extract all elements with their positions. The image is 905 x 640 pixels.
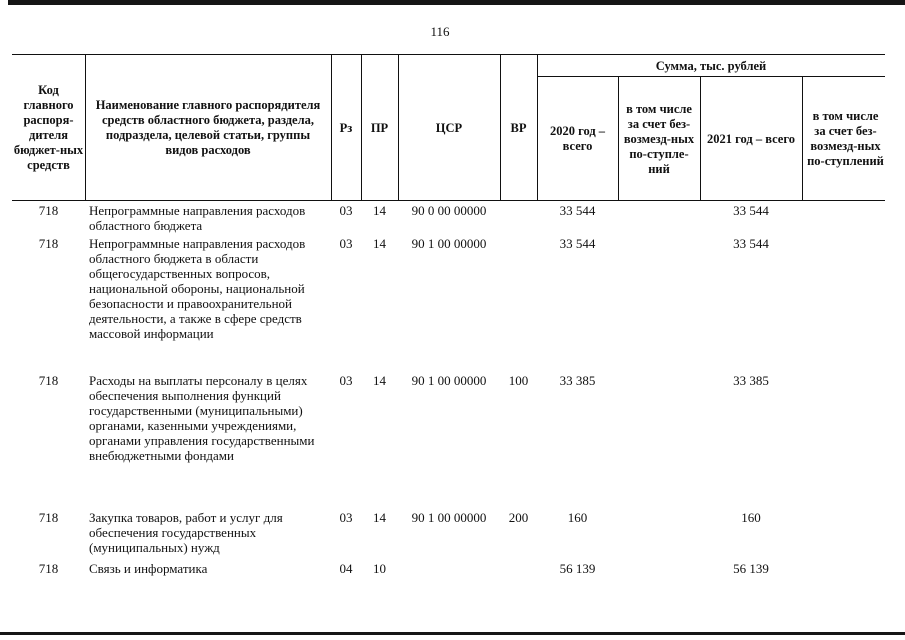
row-code: 718 <box>38 510 59 525</box>
row-csr: 90 0 00 00000 <box>411 203 487 218</box>
row-pr: 14 <box>373 510 386 525</box>
col-divider <box>700 76 701 200</box>
row-rz: 04 <box>339 561 353 576</box>
sum-group-divider <box>537 76 885 77</box>
scan-top-edge <box>8 0 905 5</box>
row-2020-total: 56 139 <box>559 561 596 576</box>
header-pr: ПР <box>370 120 389 135</box>
row-csr: 90 1 00 00000 <box>411 373 487 388</box>
header-2020-grants: в том числе за счет без-возмезд-ных по-ступле-ний <box>623 101 695 176</box>
header-bottom-border <box>12 200 885 201</box>
col-divider <box>618 76 619 200</box>
row-csr: 90 1 00 00000 <box>411 236 487 251</box>
row-2021-total: 33 544 <box>733 203 769 218</box>
row-2020-total: 33 544 <box>559 203 596 218</box>
row-name: Непрограммные направления расходов областного бюджета <box>89 203 306 233</box>
row-name: Расходы на выплаты персоналу в целях обеспечения выполнения функций государственными (муниципальными) органами, казенными учреждениями, органами управления государственными внебюджетными фондами <box>89 373 315 463</box>
row-csr: 90 1 00 00000 <box>411 510 487 525</box>
col-divider <box>85 54 86 200</box>
header-rz: Рз <box>339 120 353 135</box>
row-code: 718 <box>38 373 59 388</box>
row-name: Закупка товаров, работ и услуг для обеспечения государственных (муниципальных) нужд <box>89 510 283 555</box>
table-top-border <box>12 54 885 55</box>
row-name: Непрограммные направления расходов областного бюджета в области общегосударственных вопросов, национальной обороны, национальной безопасности и правоохранительной деятельности, а также в сфере средств массовой информации <box>89 236 306 341</box>
row-vr: 100 <box>508 373 529 388</box>
row-code: 718 <box>38 561 59 576</box>
row-2020-total: 33 544 <box>559 236 596 251</box>
header-name: Наименование главного распорядителя средств областного бюджета, раздела, подраздела, целевой статьи, группы видов расходов <box>95 98 321 157</box>
row-2020-total: 160 <box>567 510 588 525</box>
header-sum-group: Сумма, тыс. рублей <box>655 58 767 73</box>
row-rz: 03 <box>339 203 353 218</box>
row-2021-total: 160 <box>741 510 761 525</box>
row-2021-total: 56 139 <box>733 561 769 576</box>
row-code: 718 <box>38 236 59 251</box>
page-number: 116 <box>430 24 450 39</box>
row-rz: 03 <box>339 373 353 388</box>
col-divider <box>802 76 803 200</box>
row-2021-total: 33 385 <box>733 373 769 388</box>
row-pr: 10 <box>373 561 386 576</box>
row-pr: 14 <box>373 373 386 388</box>
header-2021-total: 2021 год – всего <box>707 131 795 146</box>
row-pr: 14 <box>373 203 386 218</box>
row-code: 718 <box>38 203 59 218</box>
row-vr: 200 <box>508 510 529 525</box>
row-name: Связь и информатика <box>89 561 208 576</box>
header-2020-total: 2020 год – всего <box>549 124 606 153</box>
row-2021-total: 33 544 <box>733 236 769 251</box>
header-2021-grants: в том числе за счет без-возмезд-ных по-ступлений <box>807 109 884 168</box>
header-csr: ЦСР <box>435 120 463 135</box>
header-code: Код главного распоря-дителя бюджет-ных средств <box>13 83 84 172</box>
row-pr: 14 <box>373 236 386 251</box>
row-rz: 03 <box>339 510 353 525</box>
header-vr: ВР <box>510 120 527 135</box>
row-2020-total: 33 385 <box>559 373 596 388</box>
scan-bottom-edge <box>0 632 905 635</box>
row-rz: 03 <box>339 236 353 251</box>
